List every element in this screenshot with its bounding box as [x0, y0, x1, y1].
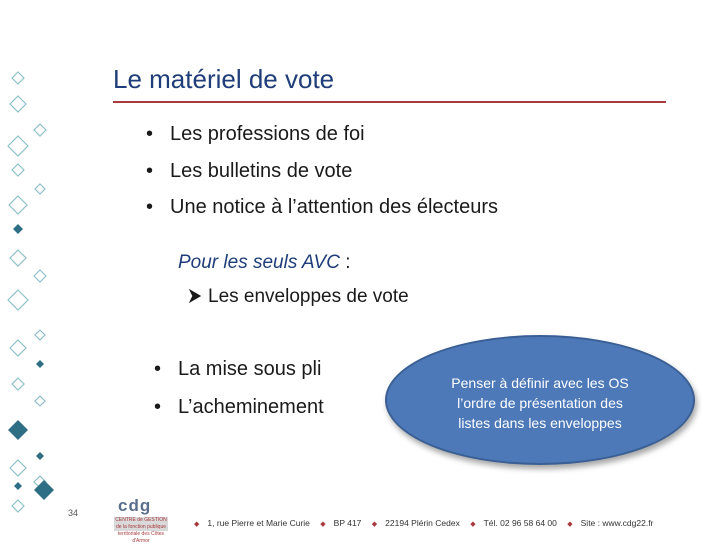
list-item: • La mise sous pli — [154, 350, 324, 388]
slide-title: Le matériel de vote — [113, 64, 335, 94]
arrow-bullet-icon — [186, 288, 204, 304]
bullet-icon: • — [154, 396, 162, 418]
callout-text: Penser à définir avec les OS l’ordre de présentation des listes dans les enveloppes — [451, 375, 629, 431]
cdg-logo: cdg — [118, 496, 152, 515]
footer-contact: ◆ 1, rue Pierre et Marie Curie ◆ BP 417 ◆ 22194 Plérin Cedex ◆ Tél. 02 96 58 64 00 ◆ Site : www.cdg22.fr — [194, 518, 654, 528]
diamond-icon: ◆ — [567, 521, 573, 528]
diamond-icon: ◆ — [194, 521, 200, 528]
bullet-icon: • — [154, 358, 162, 380]
bullet-icon: • — [146, 159, 154, 182]
diamond-icon: ◆ — [470, 521, 476, 528]
callout-ellipse — [385, 335, 695, 465]
list-item: • L’acheminement — [154, 388, 324, 426]
avc-item: Les enveloppes de vote — [186, 286, 409, 308]
bullet-icon: • — [146, 123, 154, 145]
material-list — [146, 116, 498, 226]
page-number: 34 — [68, 508, 79, 518]
cdg-logo-subtitle: CENTRE de GESTION de la fonction publique territoriale des Côtes d'Armor — [115, 517, 167, 544]
list-item: • Une notice à l’attention des électeurs — [146, 189, 498, 226]
diamond-icon: ◆ — [320, 521, 326, 528]
title-underline — [113, 101, 666, 103]
list-item: • Les bulletins de vote — [146, 153, 498, 190]
list-item: • Les professions de foi — [146, 116, 498, 153]
diamond-icon: ◆ — [371, 521, 378, 528]
avc-heading: Pour les seuls AVC : — [178, 252, 351, 273]
bullet-icon: • — [146, 196, 154, 218]
decorative-pattern — [0, 60, 56, 520]
process-list — [154, 350, 324, 426]
